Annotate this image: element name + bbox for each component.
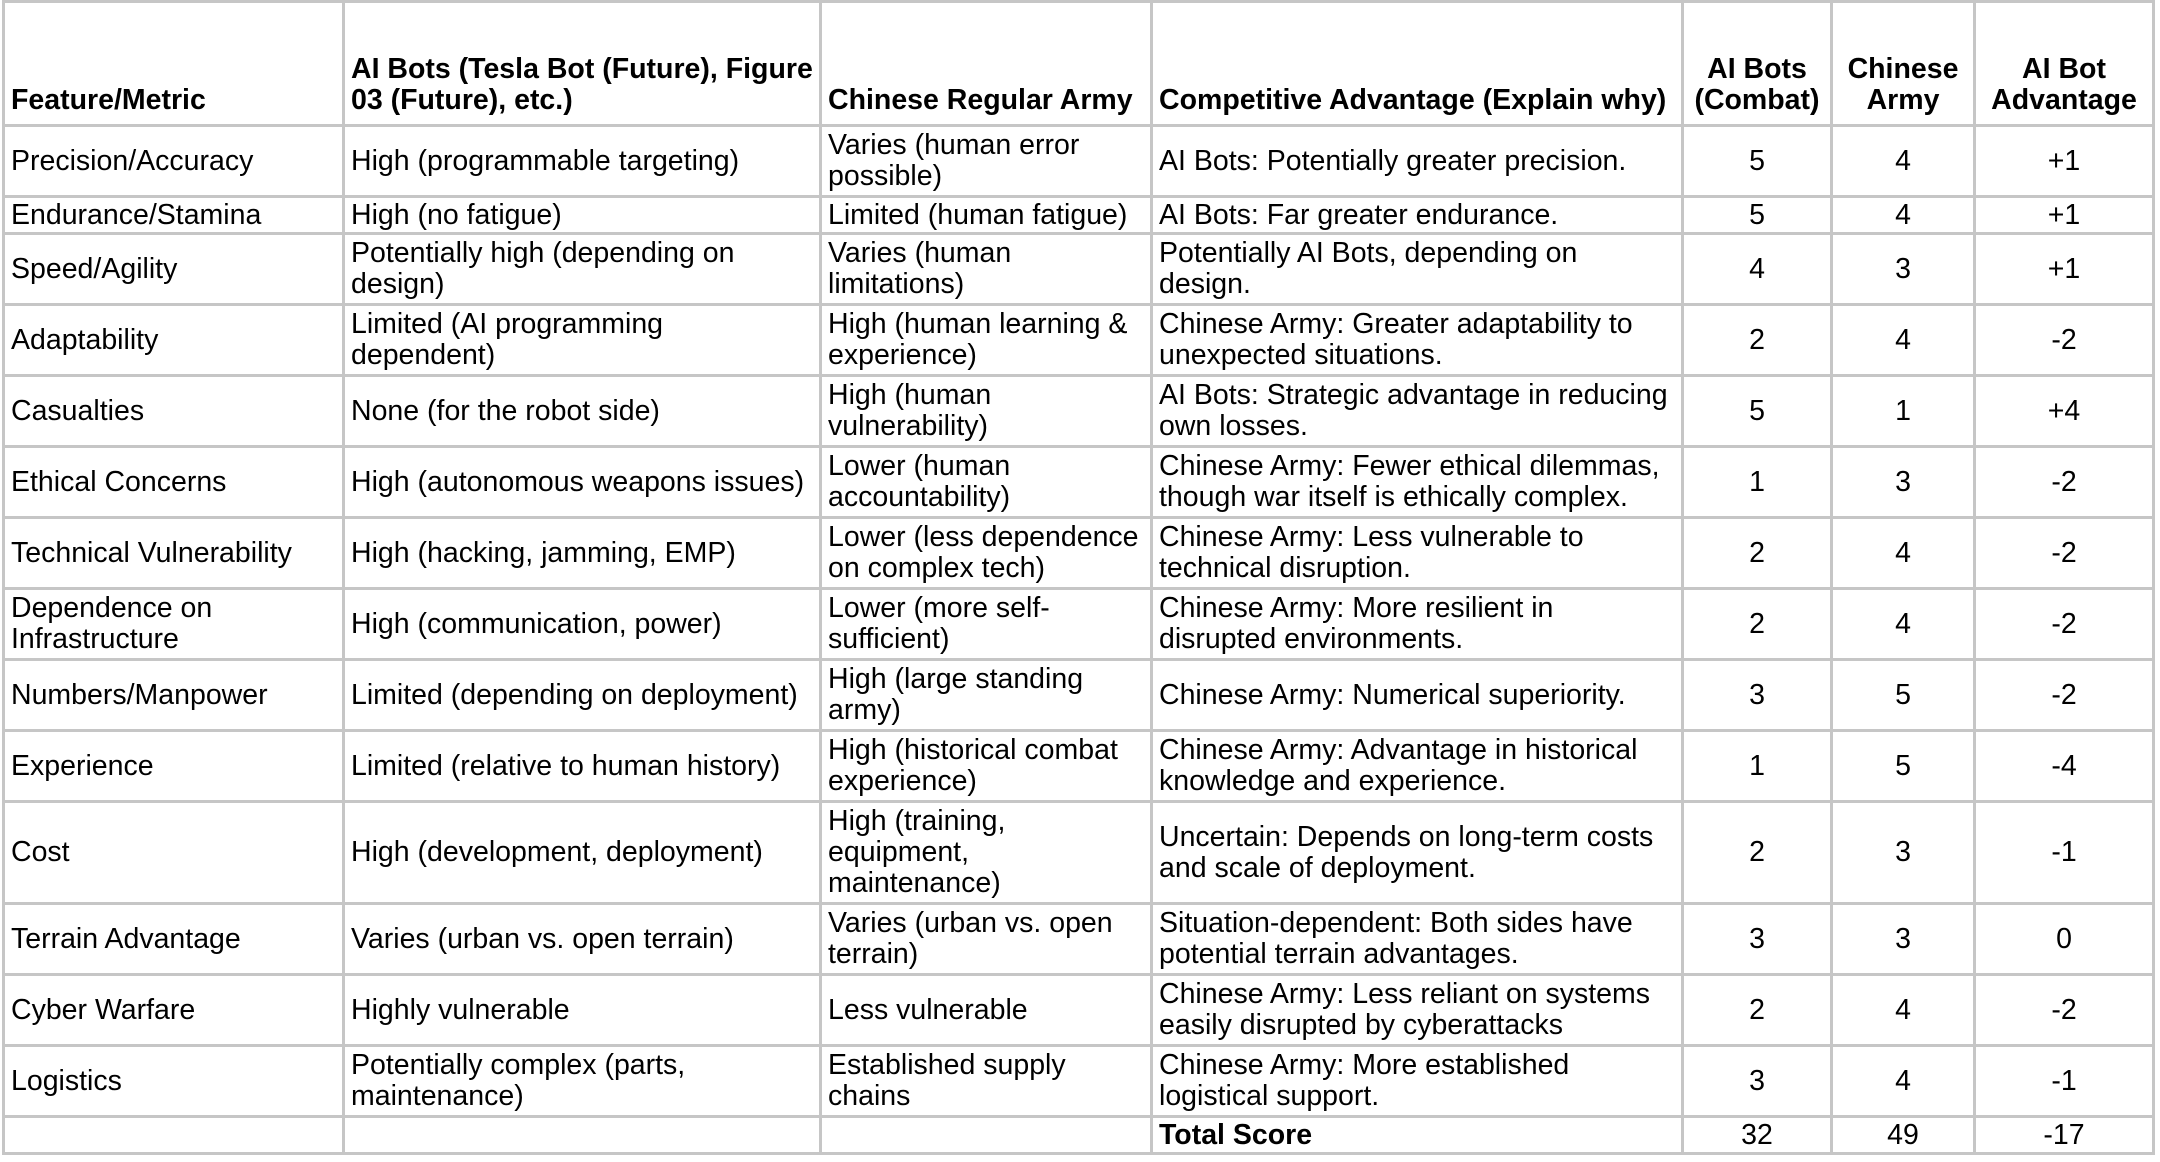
total-row — [4, 1117, 2154, 1154]
metric-cell: Ethical Concerns — [4, 447, 344, 518]
army-score-cell: 3 — [1832, 234, 1975, 305]
ai-bots-cell: Limited (relative to human history) — [344, 731, 821, 802]
diff-cell: -2 — [1975, 589, 2154, 660]
ai-score-cell: 3 — [1683, 1046, 1832, 1117]
ai-bots-cell: Limited (AI programming dependent) — [344, 305, 821, 376]
diff-cell: -2 — [1975, 660, 2154, 731]
metric-cell: Endurance/Stamina — [4, 197, 344, 234]
ai-score-cell: 1 — [1683, 447, 1832, 518]
army-cell: Limited (human fatigue) — [821, 197, 1152, 234]
diff-cell: -2 — [1975, 518, 2154, 589]
army-score-cell: 3 — [1832, 447, 1975, 518]
army-score-cell: 3 — [1832, 904, 1975, 975]
table-row — [4, 660, 2154, 731]
metric-cell: Casualties — [4, 376, 344, 447]
ai-bots-cell: Highly vulnerable — [344, 975, 821, 1046]
advantage-cell: Chinese Army: More established logistical support. — [1152, 1046, 1683, 1117]
ai-bots-cell: Potentially complex (parts, maintenance) — [344, 1046, 821, 1117]
table-row — [4, 904, 2154, 975]
ai-score-cell: 5 — [1683, 376, 1832, 447]
diff-cell: +1 — [1975, 234, 2154, 305]
ai-score-cell: 2 — [1683, 305, 1832, 376]
table-row — [4, 802, 2154, 904]
metric-cell: Dependence on Infrastructure — [4, 589, 344, 660]
army-cell: High (training, equipment, maintenance) — [821, 802, 1152, 904]
ai-bots-cell: High (communication, power) — [344, 589, 821, 660]
ai-score-cell: 4 — [1683, 234, 1832, 305]
army-cell: Varies (urban vs. open terrain) — [821, 904, 1152, 975]
total-army-score: 49 — [1832, 1117, 1975, 1154]
advantage-cell: Chinese Army: Less vulnerable to technical disruption. — [1152, 518, 1683, 589]
diff-cell: +4 — [1975, 376, 2154, 447]
ai-score-cell: 2 — [1683, 802, 1832, 904]
metric-cell: Speed/Agility — [4, 234, 344, 305]
ai-score-cell: 1 — [1683, 731, 1832, 802]
diff-cell: -2 — [1975, 447, 2154, 518]
diff-cell: -1 — [1975, 1046, 2154, 1117]
army-cell: Lower (human accountability) — [821, 447, 1152, 518]
metric-cell: Precision/Accuracy — [4, 126, 344, 197]
table-row — [4, 126, 2154, 197]
diff-cell: -2 — [1975, 305, 2154, 376]
metric-cell: Technical Vulnerability — [4, 518, 344, 589]
metric-cell: Cyber Warfare — [4, 975, 344, 1046]
army-score-cell: 1 — [1832, 376, 1975, 447]
table-row — [4, 975, 2154, 1046]
table-row — [4, 376, 2154, 447]
army-score-cell: 5 — [1832, 660, 1975, 731]
total-empty-cell — [821, 1117, 1152, 1154]
ai-score-cell: 3 — [1683, 660, 1832, 731]
total-diff: -17 — [1975, 1117, 2154, 1154]
advantage-cell: Chinese Army: Advantage in historical knowledge and experience. — [1152, 731, 1683, 802]
metric-cell: Terrain Advantage — [4, 904, 344, 975]
army-score-cell: 4 — [1832, 589, 1975, 660]
header-ai-bots: AI Bots (Tesla Bot (Future), Figure 03 (Future), etc.) — [344, 2, 821, 126]
diff-cell: 0 — [1975, 904, 2154, 975]
ai-bots-cell: None (for the robot side) — [344, 376, 821, 447]
army-score-cell: 4 — [1832, 197, 1975, 234]
advantage-cell: Chinese Army: Numerical superiority. — [1152, 660, 1683, 731]
advantage-cell: AI Bots: Far greater endurance. — [1152, 197, 1683, 234]
army-cell: Lower (less dependence on complex tech) — [821, 518, 1152, 589]
total-score-label: Total Score — [1152, 1117, 1683, 1154]
advantage-cell: Potentially AI Bots, depending on design. — [1152, 234, 1683, 305]
army-cell: Varies (human error possible) — [821, 126, 1152, 197]
army-cell: High (historical combat experience) — [821, 731, 1152, 802]
header-row — [4, 2, 2154, 126]
ai-bots-cell: Varies (urban vs. open terrain) — [344, 904, 821, 975]
army-cell: Less vulnerable — [821, 975, 1152, 1046]
diff-cell: -2 — [1975, 975, 2154, 1046]
advantage-cell: AI Bots: Potentially greater precision. — [1152, 126, 1683, 197]
diff-cell: -1 — [1975, 802, 2154, 904]
diff-cell: +1 — [1975, 126, 2154, 197]
army-score-cell: 4 — [1832, 126, 1975, 197]
army-cell: Varies (human limitations) — [821, 234, 1152, 305]
army-score-cell: 5 — [1832, 731, 1975, 802]
table-row — [4, 234, 2154, 305]
ai-bots-cell: High (programmable targeting) — [344, 126, 821, 197]
table-row — [4, 518, 2154, 589]
total-empty-cell — [344, 1117, 821, 1154]
metric-cell: Cost — [4, 802, 344, 904]
header-ai-bots-combat: AI Bots (Combat) — [1683, 2, 1832, 126]
comparison-table — [2, 0, 2155, 1155]
army-cell: High (human vulnerability) — [821, 376, 1152, 447]
army-score-cell: 4 — [1832, 975, 1975, 1046]
army-score-cell: 4 — [1832, 305, 1975, 376]
ai-bots-cell: High (hacking, jamming, EMP) — [344, 518, 821, 589]
table-row — [4, 447, 2154, 518]
header-competitive-advantage: Competitive Advantage (Explain why) — [1152, 2, 1683, 126]
army-cell: Established supply chains — [821, 1046, 1152, 1117]
advantage-cell: Chinese Army: Greater adaptability to unexpected situations. — [1152, 305, 1683, 376]
army-cell: High (human learning & experience) — [821, 305, 1152, 376]
header-chinese-army: Chinese Regular Army — [821, 2, 1152, 126]
ai-bots-cell: Potentially high (depending on design) — [344, 234, 821, 305]
army-cell: High (large standing army) — [821, 660, 1152, 731]
ai-score-cell: 2 — [1683, 518, 1832, 589]
table-row — [4, 305, 2154, 376]
total-ai-score: 32 — [1683, 1117, 1832, 1154]
army-score-cell: 3 — [1832, 802, 1975, 904]
ai-score-cell: 5 — [1683, 197, 1832, 234]
advantage-cell: Chinese Army: More resilient in disrupted environments. — [1152, 589, 1683, 660]
ai-score-cell: 3 — [1683, 904, 1832, 975]
advantage-cell: AI Bots: Strategic advantage in reducing own losses. — [1152, 376, 1683, 447]
advantage-cell: Chinese Army: Less reliant on systems easily disrupted by cyberattacks — [1152, 975, 1683, 1046]
ai-score-cell: 5 — [1683, 126, 1832, 197]
army-cell: Lower (more self-sufficient) — [821, 589, 1152, 660]
diff-cell: -4 — [1975, 731, 2154, 802]
metric-cell: Numbers/Manpower — [4, 660, 344, 731]
header-ai-bot-advantage: AI Bot Advantage — [1975, 2, 2154, 126]
ai-bots-cell: High (no fatigue) — [344, 197, 821, 234]
table-row — [4, 731, 2154, 802]
ai-bots-cell: High (development, deployment) — [344, 802, 821, 904]
total-empty-cell — [4, 1117, 344, 1154]
ai-bots-cell: Limited (depending on deployment) — [344, 660, 821, 731]
advantage-cell: Uncertain: Depends on long-term costs and scale of deployment. — [1152, 802, 1683, 904]
table-row — [4, 589, 2154, 660]
army-score-cell: 4 — [1832, 1046, 1975, 1117]
ai-score-cell: 2 — [1683, 975, 1832, 1046]
header-chinese-army-score: Chinese Army — [1832, 2, 1975, 126]
advantage-cell: Chinese Army: Fewer ethical dilemmas, though war itself is ethically complex. — [1152, 447, 1683, 518]
header-feature-metric: Feature/Metric — [4, 2, 344, 126]
metric-cell: Experience — [4, 731, 344, 802]
metric-cell: Logistics — [4, 1046, 344, 1117]
advantage-cell: Situation-dependent: Both sides have potential terrain advantages. — [1152, 904, 1683, 975]
table-row — [4, 1046, 2154, 1117]
ai-bots-cell: High (autonomous weapons issues) — [344, 447, 821, 518]
metric-cell: Adaptability — [4, 305, 344, 376]
army-score-cell: 4 — [1832, 518, 1975, 589]
diff-cell: +1 — [1975, 197, 2154, 234]
table-row — [4, 197, 2154, 234]
ai-score-cell: 2 — [1683, 589, 1832, 660]
